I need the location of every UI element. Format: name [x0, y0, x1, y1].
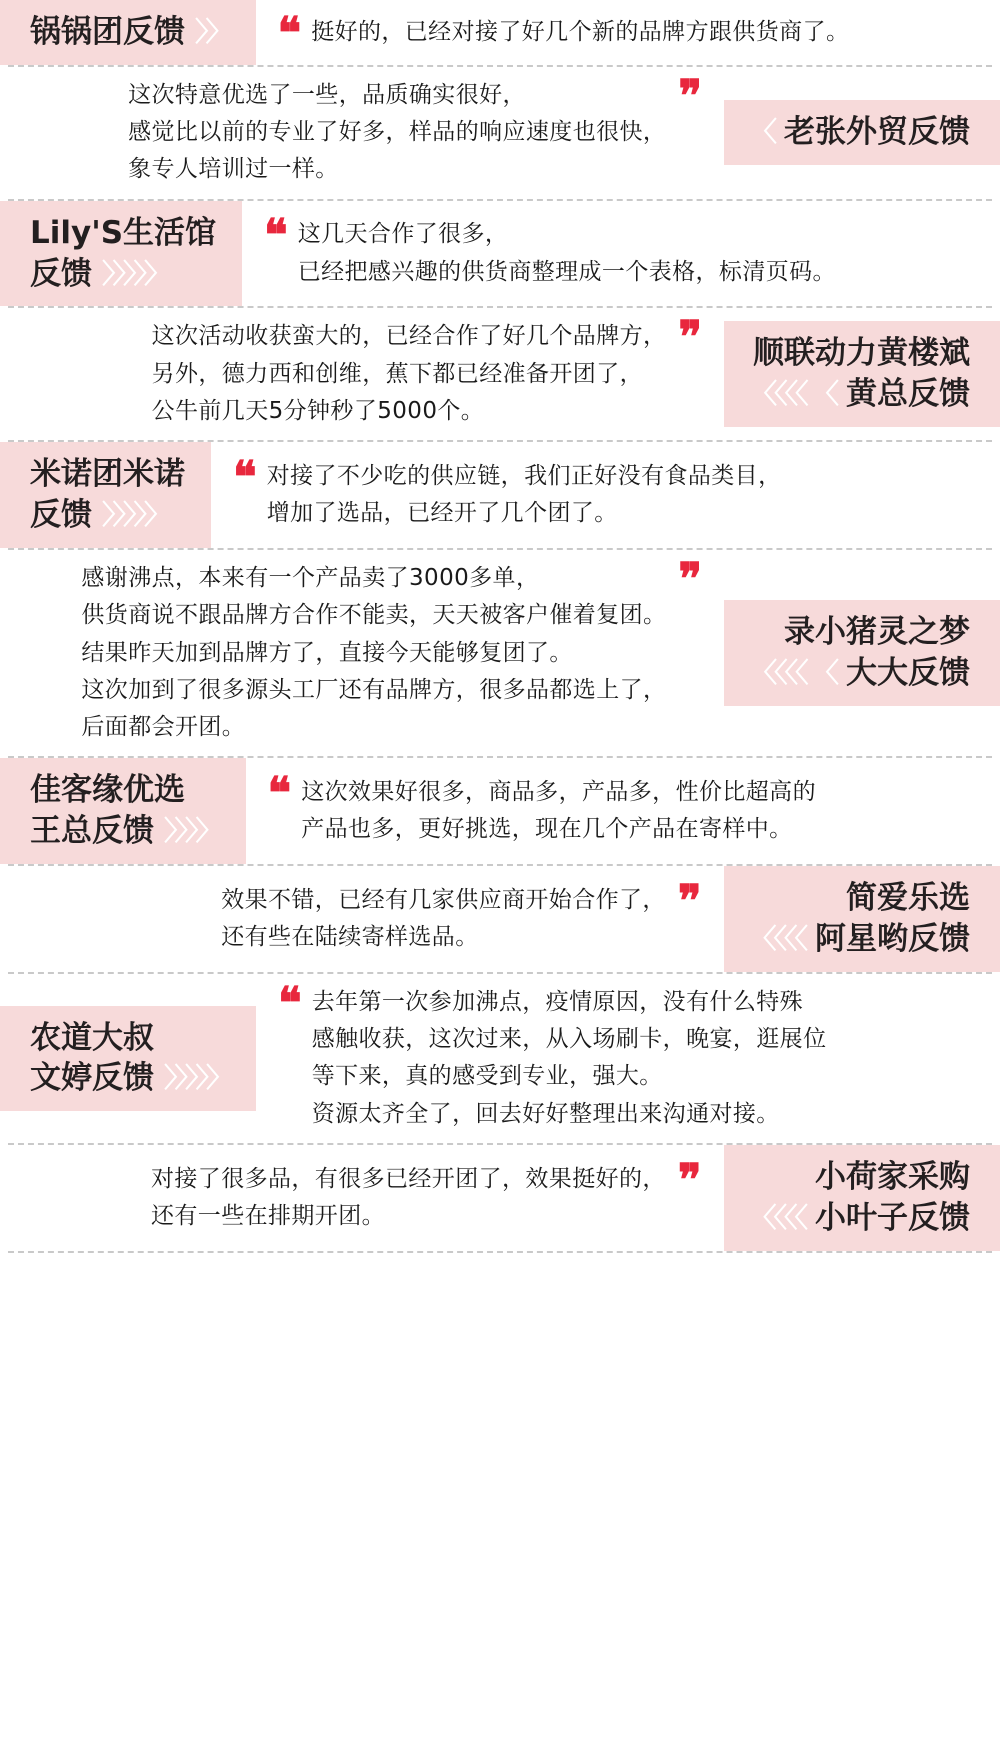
feedback-text-line: 另外，德力西和创维，蕉下都已经准备开团了， [151, 360, 643, 387]
feedback-text-line: 后面都会开团。 [81, 714, 246, 741]
chevron-decoration-icon: 〉〉〉〉 [164, 816, 220, 848]
feedback-body-wrap [256, 0, 1000, 65]
feedback-text-line: 这次特意优选了一些，品质确实很好， [128, 81, 526, 108]
feedback-source-label: 米诺团米诺 [30, 456, 185, 493]
feedback-body-wrap [0, 67, 724, 199]
feedback-text-line: 增加了选品，已经开了几个团了。 [266, 500, 618, 527]
feedback-source-name [750, 653, 970, 694]
feedback-source-badge [724, 866, 1000, 972]
feedback-text-line: 象专人培训过一样。 [128, 156, 339, 183]
feedback-text [301, 774, 816, 849]
quote-open-icon: ❝ [278, 977, 302, 1029]
chevron-decoration-icon: 〉〉〉〉〉 [102, 500, 168, 532]
feedback-source-label: 黄总反馈 [846, 376, 970, 413]
feedback-badge-wrap [0, 758, 246, 864]
feedback-source-name [750, 112, 970, 153]
feedback-text-line: 这几天合作了很多， [297, 221, 509, 248]
feedback-source-name [30, 454, 185, 495]
feedback-source-label: 农道大叔 [30, 1019, 154, 1056]
feedback-text [81, 560, 666, 746]
feedback-text-line: 结果昨天加到品牌方了，直接今天能够复团了。 [81, 639, 573, 666]
feedback-text [128, 77, 666, 189]
feedback-body-wrap [256, 974, 1000, 1143]
feedback-text-line: 公牛前几天5分钟秒了5000个。 [151, 397, 485, 424]
feedback-quote-block [256, 4, 1000, 61]
feedback-badge-wrap [0, 442, 211, 548]
feedback-badge-wrap [724, 1145, 1000, 1251]
feedback-source-label: 反馈 [30, 255, 92, 292]
feedback-text-line: 效果不错，已经有几家供应商开始合作了， [221, 886, 666, 913]
feedback-source-label: 简爱乐选 [846, 880, 970, 917]
feedback-body-wrap [0, 1145, 724, 1251]
feedback-source-name [30, 770, 220, 811]
chevron-decoration-icon: 〈〈〈〈 〈 [750, 658, 836, 690]
quote-close-icon: ❞ [678, 312, 703, 364]
feedback-entry [0, 0, 1000, 65]
feedback-source-badge [724, 321, 1000, 427]
feedback-text [312, 984, 827, 1133]
feedback-source-label: 锅锅团反馈 [30, 14, 185, 50]
chevron-decoration-icon: 〉〉〉〉〉 [102, 258, 168, 290]
feedback-text [267, 458, 782, 533]
feedback-badge-wrap [0, 201, 242, 307]
feedback-text-line: 感谢沸点，本来有一个产品卖了3000多单， [81, 565, 540, 592]
chevron-decoration-icon: 〉〉〉〉〉 [164, 1063, 230, 1095]
feedback-text [152, 318, 667, 430]
feedback-body-wrap [0, 308, 724, 440]
feedback-text-line: 产品也多，更好挑选，现在几个产品在寄样中。 [301, 816, 793, 843]
feedback-source-name [30, 12, 230, 53]
feedback-text-line: 这次活动收获蛮大的，已经合作了好几个品牌方， [151, 323, 667, 350]
chevron-decoration-icon: 〈〈〈〈 [749, 923, 805, 955]
feedback-source-name [750, 1198, 971, 1239]
feedback-source-name [30, 811, 220, 852]
quote-close-icon: ❞ [677, 1154, 702, 1206]
feedback-source-label: 阿星哟反馈 [815, 921, 970, 957]
feedback-badge-wrap [0, 974, 256, 1143]
feedback-text-line: 这次效果好很多，商品多，产品多，性价比超高的 [301, 778, 816, 805]
quote-close-icon: ❞ [678, 554, 703, 606]
feedback-text-line: 感触收获，这次过来，从入场刷卡，晚宴，逛展位 [311, 1026, 827, 1053]
feedback-source-name [30, 213, 216, 254]
feedback-source-name [30, 495, 185, 536]
feedback-text-line: 这次加到了很多源头工厂还有品牌方，很多品都选上了， [81, 676, 667, 703]
feedback-source-name [753, 333, 970, 374]
feedback-text-line: 挺好的，已经对接了好几个新的品牌方跟供货商了。 [311, 18, 850, 45]
feedback-quote-block [242, 206, 1000, 301]
feedback-text [151, 1161, 666, 1236]
feedback-source-badge [0, 1006, 256, 1112]
feedback-badge-wrap [0, 0, 256, 65]
feedback-entry [0, 550, 1000, 756]
quote-open-icon: ❝ [267, 767, 292, 819]
feedback-source-badge [0, 442, 211, 548]
feedback-source-name [750, 919, 971, 960]
feedback-body-wrap [246, 758, 1000, 864]
feedback-quote-block [0, 1151, 724, 1246]
feedback-entry [0, 1145, 1000, 1251]
feedback-source-label: 小叶子反馈 [815, 1199, 970, 1236]
feedback-badge-wrap [724, 866, 1000, 972]
feedback-body-wrap [0, 550, 724, 756]
feedback-text-line: 对接了不少吃的供应链，我们正好没有食品类目， [266, 462, 782, 489]
feedback-entry [0, 201, 1000, 307]
feedback-text [311, 14, 849, 51]
feedback-text-line: 等下来，真的感受到专业，强大。 [311, 1063, 663, 1090]
feedback-quote-block [0, 308, 724, 440]
feedback-source-label: Lily'S生活馆 [30, 214, 217, 251]
feedback-text [221, 882, 666, 957]
feedback-source-label: 反馈 [30, 497, 92, 534]
feedback-source-label: 顺联动力黄楼斌 [753, 335, 970, 372]
feedback-text-line: 还有些在陆续寄样选品。 [221, 924, 479, 950]
feedback-source-label: 文婷反馈 [30, 1060, 154, 1097]
feedback-entry [0, 308, 1000, 440]
feedback-source-label: 王总反馈 [30, 813, 154, 850]
feedback-text-line: 对接了很多品，有很多已经开团了，效果挺好的， [151, 1165, 666, 1192]
quote-close-icon: ❞ [678, 70, 702, 122]
feedback-body-wrap [0, 866, 724, 972]
feedback-quote-block [256, 974, 1000, 1143]
feedback-source-label: 录小猪灵之梦 [784, 614, 970, 651]
feedback-source-badge [724, 100, 1000, 165]
feedback-entry [0, 442, 1000, 548]
feedback-source-badge [0, 0, 256, 65]
feedback-source-name [30, 1058, 230, 1099]
feedback-source-name [784, 612, 970, 653]
feedback-quote-block [0, 872, 724, 967]
feedback-source-label: 老张外贸反馈 [784, 114, 970, 151]
feedback-source-name [846, 878, 970, 919]
feedback-quote-block [211, 448, 1000, 543]
feedback-text-line: 资源太齐全了，回去好好整理出来沟通对接。 [311, 1100, 780, 1127]
feedback-source-badge [724, 600, 1000, 706]
feedback-entry [0, 974, 1000, 1143]
feedback-badge-wrap [724, 550, 1000, 756]
feedback-quote-block [0, 67, 724, 199]
feedback-source-label: 大大反馈 [846, 655, 970, 692]
feedback-entry [0, 866, 1000, 972]
feedback-text-line: 感觉比以前的专业了好多，样品的响应速度也很快， [128, 119, 667, 146]
chevron-decoration-icon: 〈〈〈〈 [749, 1202, 805, 1234]
feedback-body-wrap [242, 201, 1000, 307]
quote-open-icon: ❝ [264, 210, 288, 262]
feedback-text-line: 已经把感兴趣的供货商整理成一个表格，标清页码。 [297, 258, 836, 285]
feedback-source-badge [724, 1145, 1000, 1251]
feedback-text [298, 216, 836, 291]
feedback-entry [0, 67, 1000, 199]
quote-open-icon: ❝ [277, 7, 302, 59]
feedback-body-wrap [211, 442, 1000, 548]
quote-close-icon: ❞ [677, 875, 702, 927]
feedback-source-name [750, 374, 970, 415]
feedback-quote-block [0, 550, 724, 756]
feedback-text-line: 去年第一次参加沸点，疫情原因，没有什么特殊 [311, 988, 804, 1015]
feedback-entry [0, 758, 1000, 864]
quote-open-icon: ❝ [233, 451, 257, 503]
feedback-text-line: 还有一些在排期开团。 [151, 1202, 385, 1229]
feedback-source-label: 佳客缘优选 [30, 772, 185, 809]
section-divider [8, 1251, 992, 1253]
feedback-source-badge [0, 201, 242, 307]
feedback-source-name [30, 254, 216, 295]
feedback-source-badge [0, 758, 246, 864]
feedback-badge-wrap [724, 67, 1000, 199]
chevron-decoration-icon: 〈 [750, 117, 774, 149]
feedback-text-line: 供货商说不跟品牌方合作不能卖，天天被客户催着复团。 [81, 602, 667, 629]
feedback-source-name [815, 1157, 970, 1198]
feedback-badge-wrap [724, 308, 1000, 440]
chevron-decoration-icon: 〈〈〈〈 〈 [750, 379, 836, 411]
feedback-quote-block [246, 764, 1000, 859]
feedback-source-name [30, 1018, 230, 1059]
chevron-decoration-icon: 〉〉 [195, 16, 230, 48]
feedback-source-label: 小荷家采购 [815, 1158, 970, 1195]
